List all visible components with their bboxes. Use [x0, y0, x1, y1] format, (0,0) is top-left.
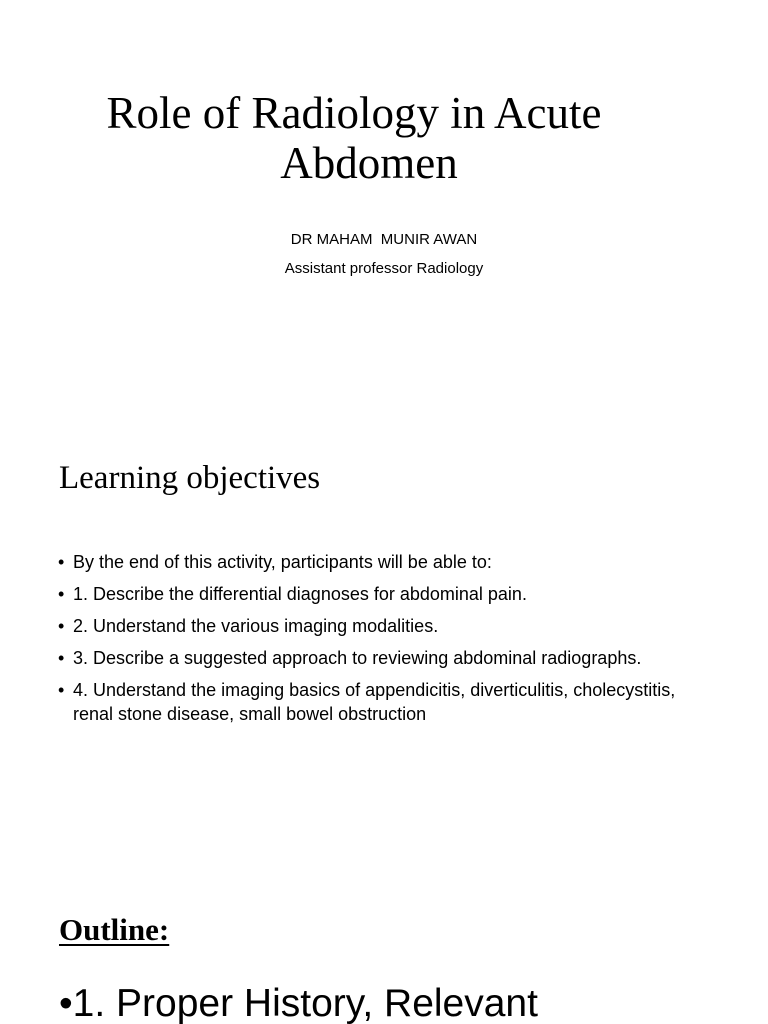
objectives-list: [58, 550, 718, 734]
objective-item: [58, 646, 718, 670]
objective-text: 1. Describe the differential diagnoses for abdominal pain.: [73, 584, 527, 604]
author-role: Assistant professor Radiology: [284, 260, 484, 277]
bullet-icon: •: [58, 584, 65, 604]
outline-item: •1. Proper History, Relevant: [59, 982, 538, 1024]
objective-item: [58, 678, 718, 726]
bullet-icon: •: [58, 616, 65, 636]
objective-text: 3. Describe a suggested approach to reviewing abdominal radiographs.: [73, 648, 642, 668]
title-line-1: Role of Radiology in Acute: [106, 88, 602, 138]
objective-item: [58, 582, 718, 606]
objective-text: By the end of this activity, participants will be able to:: [73, 552, 492, 572]
title-slide: [0, 0, 768, 430]
outline-heading: Outline:: [59, 912, 170, 947]
objective-item: [58, 550, 718, 574]
objective-text: 4. Understand the imaging basics of appendicitis, diverticulitis, cholecystitis, renal stone disease, small bowel obstruction: [73, 680, 676, 724]
objective-text: 2. Understand the various imaging modalities.: [73, 616, 439, 636]
title-line-2: Abdomen: [280, 138, 458, 188]
outline-slide: [0, 862, 768, 1024]
bullet-icon: •: [58, 648, 65, 668]
bullet-icon: •: [58, 680, 65, 700]
objective-item: [58, 614, 718, 638]
bullet-icon: •: [58, 552, 65, 572]
author-name: DR MAHAM MUNIR AWAN: [290, 231, 478, 248]
objectives-heading: Learning objectives: [59, 460, 321, 496]
presentation-title: [0, 88, 768, 188]
objectives-slide: [0, 430, 768, 862]
